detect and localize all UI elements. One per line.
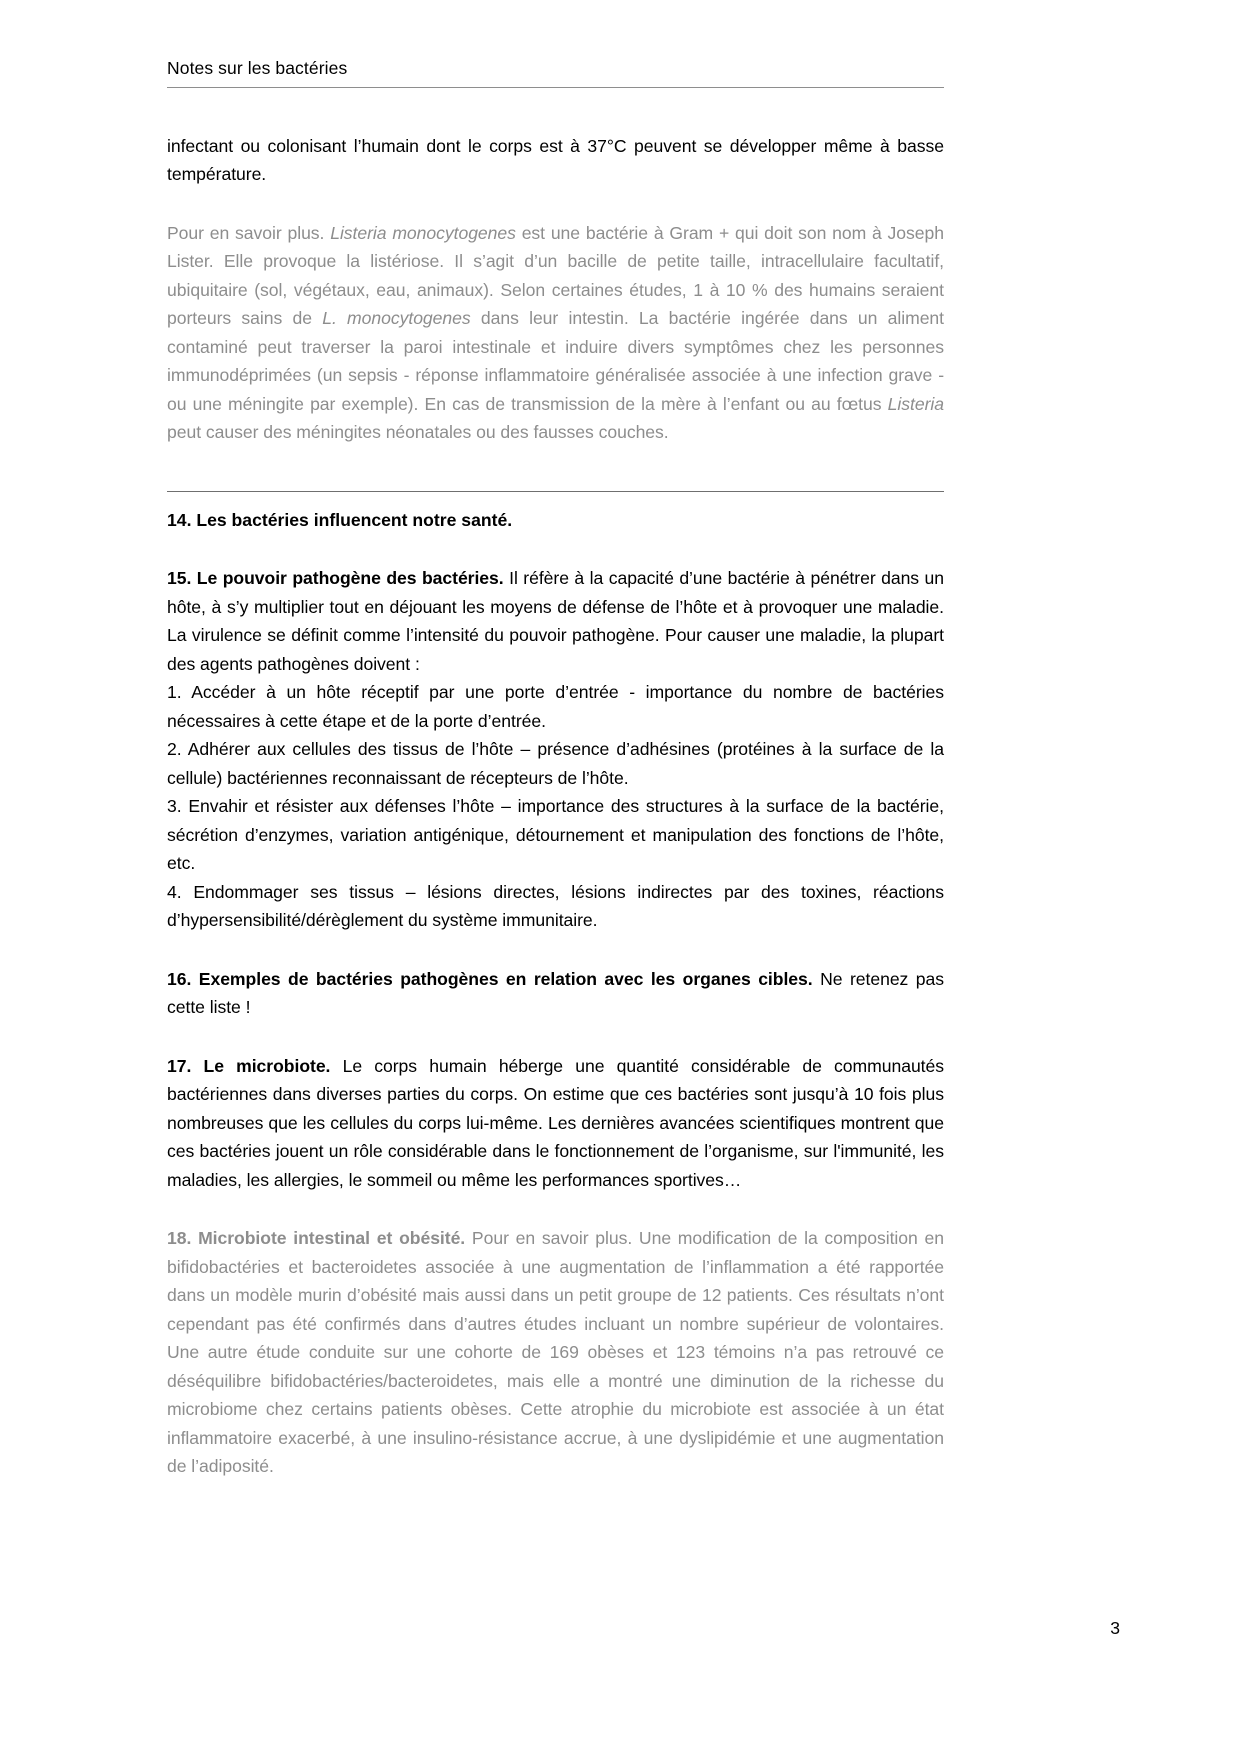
section-16-text: Ne retenez pas cette liste ! <box>167 968 944 1018</box>
species-name-listeria: Listeria <box>887 393 944 414</box>
section-17-text: Le corps humain héberge une quantité considérable de communautés bactériennes dans diverses parties du corps. On estime que ces bactéries sont jusqu’à 10 fois plus nombreuses que les cellules du corps lui-même. Les dernières avancées scientifiques montrent que ces bactéries jouent un rôle considérable dans le fonctionnement de l’organisme, sur l'immunité, les maladies, les allergies, le sommeil ou même les performances sportives… <box>167 1055 944 1190</box>
spacer <box>167 935 944 965</box>
section-17-paragraph <box>167 1052 944 1195</box>
listeria-note-lead: Pour en savoir plus. <box>167 222 331 243</box>
section-15-item-3: 3. Envahir et résister aux défenses l’hôte – importance des structures à la surface de la bactérie, sécrétion d’enzymes, variation antigénique, détournement et manipulation des fonctions de l’hôte, etc. <box>167 796 944 874</box>
species-name-listeria-monocytogenes: Listeria monocytogenes <box>330 222 516 243</box>
section-15-item-2: 2. Adhérer aux cellules des tissus de l’hôte – présence d’adhésines (protéines à la surface de la cellule) bactériennes reconnaissant de récepteurs de l’hôte. <box>167 739 944 788</box>
page-content <box>167 0 944 1481</box>
section-15-intro: Il réfère à la capacité d’une bactérie à pénétrer dans un hôte, à s’y multiplier tout en déjouant les moyens de défense de l’hôte et à provoquer une maladie. La virulence se définit comme l’intensité du pouvoir pathogène. Pour causer une maladie, la plupart des agents pathogènes doivent : <box>167 568 945 674</box>
spacer <box>167 189 944 219</box>
species-name-l-monocytogenes: L. monocytogenes <box>322 308 471 329</box>
section-15-paragraph <box>167 564 944 678</box>
section-18-paragraph <box>167 1224 944 1481</box>
section-18-heading: 18. Microbiote intestinal et obésité. <box>167 1228 466 1249</box>
continued-paragraph: infectant ou colonisant l’humain dont le corps est à 37°C peuvent se développer même à basse température. <box>167 135 944 185</box>
listeria-note-text-2: dans leur intestin. La bactérie ingérée dans un aliment contaminé peut traverser la paroi intestinale et induire divers symptômes chez les personnes immunodéprimées (un sepsis - réponse inflammatoire généralisée associée à une infection grave - ou une méningite par exemple). En cas de transmission de la mère à l’enfant ou au fœtus <box>167 308 945 414</box>
page-header-title: Notes sur les bactéries <box>167 0 944 88</box>
listeria-note-text-3: peut causer des méningites néonatales ou des fausses couches. <box>167 422 669 443</box>
spacer <box>167 1022 944 1052</box>
spacer <box>167 447 944 491</box>
page-number: 3 <box>1110 1618 1120 1638</box>
section-16-paragraph <box>167 965 944 1022</box>
section-divider-rule <box>167 491 944 492</box>
spacer <box>167 1194 944 1224</box>
section-14-heading: 14. Les bactéries influencent notre santé. <box>167 509 513 530</box>
section-16-heading: 16. Exemples de bactéries pathogènes en relation avec les organes cibles. <box>167 968 813 989</box>
section-18-text: Pour en savoir plus. Une modification de la composition en bifidobactéries et bacteroidetes associée à une augmentation de l’inflammation a été rapportée dans un modèle murin d’obésité mais aussi dans un petit groupe de 12 patients. Ces résultats n’ont cependant pas été confirmés dans d’autres études incluant un nombre supérieur de volontaires. Une autre étude conduite sur une cohorte de 169 obèses et 123 témoins n’a pas retrouvé ce déséquilibre bifidobactéries/bacteroidetes, mais elle a montré une diminution de la richesse du microbiome chez certains patients obèses. Cette atrophie du microbiote est associée à un état inflammatoire exacerbé, à une insulino-résistance accrue, à une dyslipidémie et une augmentation de l’adiposité. <box>167 1228 944 1477</box>
section-15-heading: 15. Le pouvoir pathogène des bactéries. <box>167 568 504 589</box>
listeria-note-paragraph <box>167 219 944 447</box>
section-17-heading: 17. Le microbiote. <box>167 1055 331 1076</box>
listeria-note-text-1: est une bactérie à Gram + qui doit son nom à Joseph Lister. Elle provoque la listériose. Il s’agit d’un bacille de petite taille, intracellulaire facultatif, ubiquitaire (sol, végétaux, eau, animaux). Selon certaines études, 1 à 10 % des humains seraient porteurs sains de <box>167 222 944 329</box>
section-15-item-4: 4. Endommager ses tissus – lésions directes, lésions indirectes par des toxines, réactions d’hypersensibilité/dérèglement du système immunitaire. <box>167 881 944 931</box>
spacer <box>167 534 944 564</box>
section-15-item-1: 1. Accéder à un hôte réceptif par une porte d’entrée - importance du nombre de bactéries nécessaires à cette étape et de la porte d’entrée. <box>167 682 944 731</box>
